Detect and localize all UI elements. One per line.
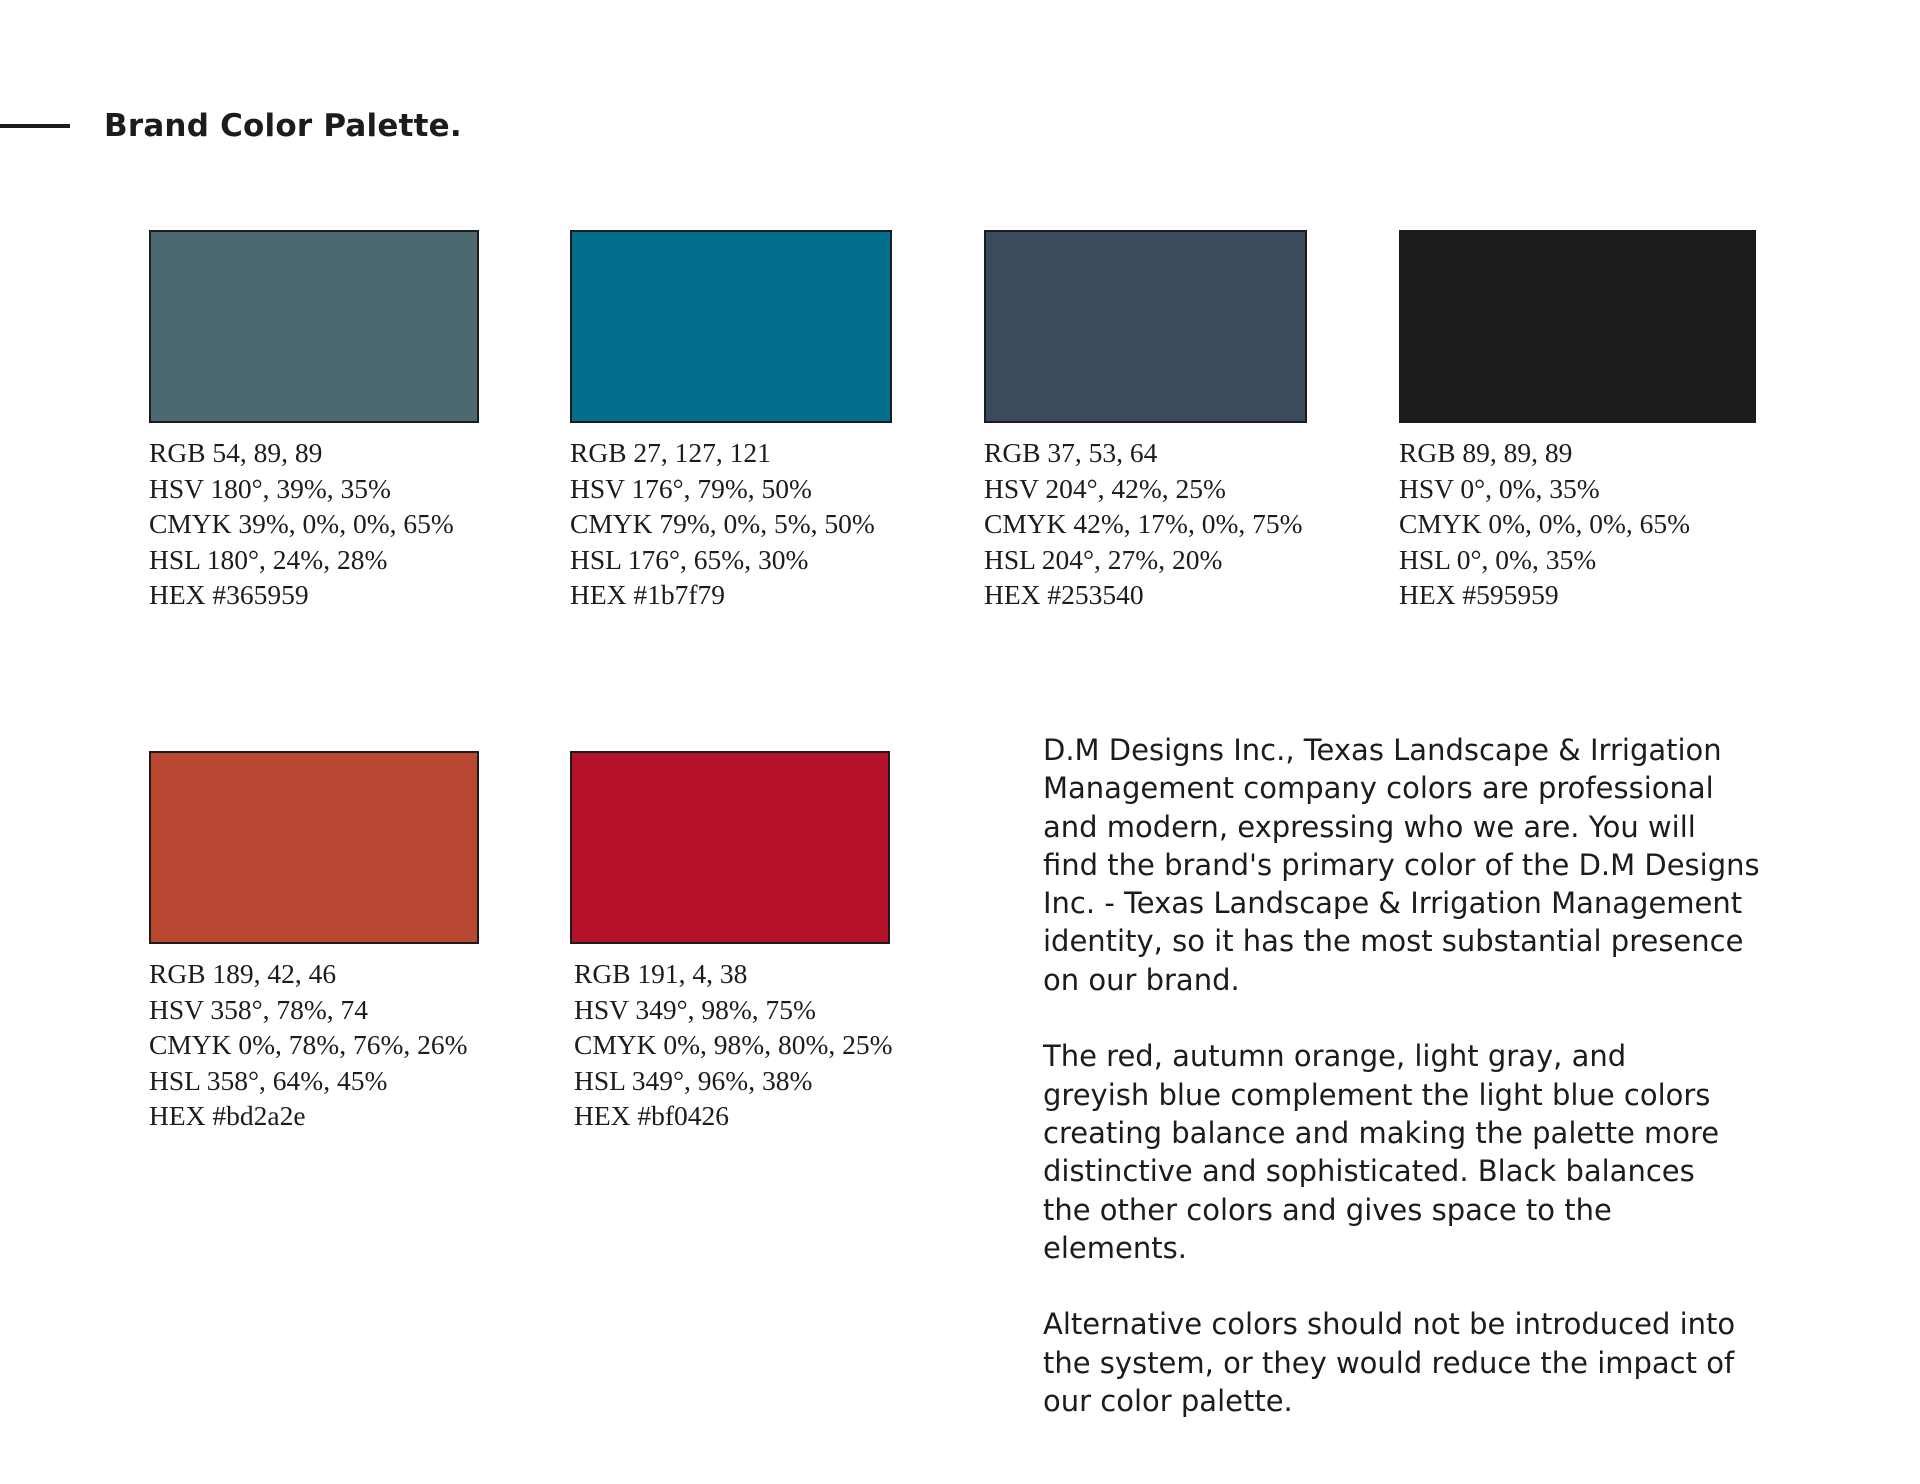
hsv-value: HSV 0°, 0%, 35%: [1399, 472, 1600, 504]
hex-value: HEX #bf0426: [574, 1100, 730, 1131]
color-specs: [984, 435, 1307, 613]
hsv-value: HSV 204°, 42%, 25%: [984, 472, 1226, 504]
color-specs: [149, 435, 479, 613]
page-title: Brand Color Palette.: [104, 108, 462, 144]
cmyk-value: CMYK 0%, 78%, 76%, 26%: [149, 1029, 468, 1060]
hsv-value: HSV 358°, 78%, 74: [149, 993, 369, 1025]
color-swatch: [570, 751, 890, 944]
color-card-1: [149, 230, 479, 613]
color-swatch: [149, 230, 479, 423]
hex-value: HEX #595959: [1399, 579, 1559, 610]
cmyk-value: CMYK 0%, 98%, 80%, 25%: [574, 1029, 893, 1060]
color-card-5: [149, 751, 479, 1134]
hsv-value: HSV 349°, 98%, 75%: [574, 993, 816, 1025]
description-paragraph: D.M Designs Inc., Texas Landscape & Irrigation Management company colors are professional and modern, expressing who we are. You will find the brand's primary color of the D.M Designs Inc. - Texas Landscape & Irrigation Management identity, so it has the most substantial presence on our brand.: [1043, 733, 1760, 997]
rgb-value: RGB 191, 4, 38: [574, 958, 748, 989]
hsl-value: HSL 180°, 24%, 28%: [149, 543, 388, 575]
hsl-value: HSL 349°, 96%, 38%: [574, 1064, 813, 1096]
color-swatch: [570, 230, 892, 423]
color-card-3: [984, 230, 1307, 613]
hsv-value: HSV 180°, 39%, 35%: [149, 472, 391, 504]
hex-value: HEX #253540: [984, 579, 1144, 610]
heading-rule: [0, 124, 70, 128]
cmyk-value: CMYK 79%, 0%, 5%, 50%: [570, 508, 875, 539]
color-swatch: [149, 751, 479, 944]
color-swatch: [1399, 230, 1756, 423]
description-paragraph: Alternative colors should not be introduced into the system, or they would reduce the impact of our color palette.: [1043, 1307, 1736, 1419]
color-card-4: [1399, 230, 1756, 613]
rgb-value: RGB 37, 53, 64: [984, 437, 1158, 468]
color-specs: [570, 435, 892, 613]
hex-value: HEX #365959: [149, 579, 309, 610]
rgb-value: RGB 54, 89, 89: [149, 437, 323, 468]
hex-value: HEX #bd2a2e: [149, 1100, 306, 1131]
cmyk-value: CMYK 0%, 0%, 0%, 65%: [1399, 508, 1691, 539]
rgb-value: RGB 27, 127, 121: [570, 437, 771, 468]
color-card-2: [570, 230, 892, 613]
palette-description: [1043, 731, 1843, 1459]
rgb-value: RGB 89, 89, 89: [1399, 437, 1573, 468]
cmyk-value: CMYK 42%, 17%, 0%, 75%: [984, 508, 1303, 539]
hsl-value: HSL 204°, 27%, 20%: [984, 543, 1223, 575]
hsl-value: HSL 0°, 0%, 35%: [1399, 543, 1597, 575]
description-paragraph: The red, autumn orange, light gray, and greyish blue complement the light blue colors creating balance and making the palette more distinctive and sophisticated. Black balances the other colors and gives space to the elements.: [1043, 1039, 1720, 1265]
hsl-value: HSL 176°, 65%, 30%: [570, 543, 809, 575]
cmyk-value: CMYK 39%, 0%, 0%, 65%: [149, 508, 454, 539]
color-specs: [574, 956, 893, 1134]
color-swatch: [984, 230, 1307, 423]
color-specs: [149, 956, 479, 1134]
rgb-value: RGB 189, 42, 46: [149, 958, 337, 989]
color-specs: [1399, 435, 1756, 613]
hex-value: HEX #1b7f79: [570, 579, 726, 610]
color-card-6: [570, 751, 893, 1134]
hsv-value: HSV 176°, 79%, 50%: [570, 472, 812, 504]
hsl-value: HSL 358°, 64%, 45%: [149, 1064, 388, 1096]
